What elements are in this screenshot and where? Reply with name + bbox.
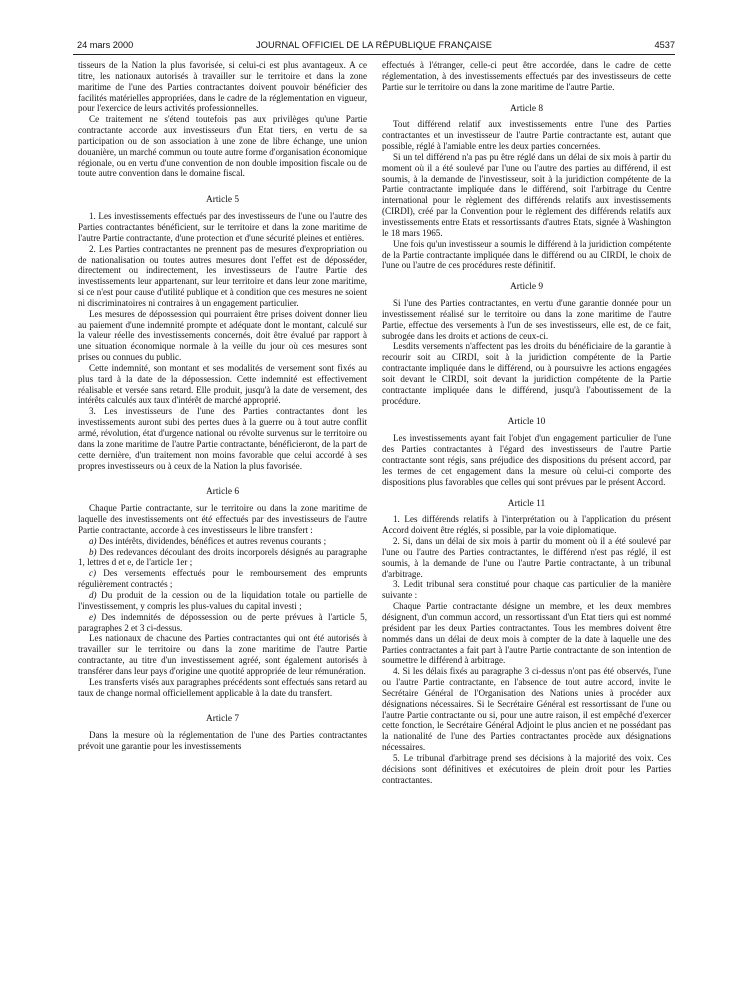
paragraph: Tout différend relatif aux investissements entre l'une des Parties contractantes et un investisseur de l'autre Partie contractante est, autant que possible, réglé à l'amiable entre les deux parties concernées. bbox=[382, 119, 671, 152]
list-marker: b) bbox=[89, 546, 97, 557]
list-item-text: Du produit de la cession ou de la liquidation totale ou partielle de l'investissement, y compris les plus-values du capital investi ; bbox=[78, 589, 367, 611]
paragraph: 1. Les investissements effectués par des investisseurs de l'une ou l'autre des Parties contractantes bénéficient, sur le territoire et dans la zone maritime de l'autre Partie contractante, d'une protection et d'une sécurité pleines et entières. bbox=[78, 211, 367, 243]
paragraph: Les transferts visés aux paragraphes précédents sont effectués sans retard au taux de change normal officiellement applicable à la date du transfert. bbox=[78, 676, 367, 698]
list-item-text: Des intérêts, dividendes, bénéfices et autres revenus courants ; bbox=[96, 535, 327, 546]
list-item bbox=[78, 590, 367, 612]
header-date: 24 mars 2000 bbox=[77, 40, 134, 50]
paragraph: Dans la mesure où la réglementation de l'une des Parties contractantes prévoit une garantie pour les investissements bbox=[78, 730, 367, 752]
article-11-heading: Article 11 bbox=[507, 498, 546, 509]
paragraph: 4. Si les délais fixés au paragraphe 3 ci-dessus n'ont pas été observés, l'une ou l'autre Partie contractante, en l'absence de tout autre accord, invite le Secrétaire Général de l'Organisation des Nations unies à procéder aux désignations nécessaires. Si le Secrétaire Général est ressortissant de l'une ou l'autre Partie contractante ou si, pour une autre raison, il est empêché d'exercer cette fonction, le Secrétaire Général Adjoint le plus ancien et ne possédant pas la nationalité de l'une des Parties contractantes procède aux désignations nécessaires. bbox=[382, 666, 671, 753]
paragraph: Les nationaux de chacune des Parties contractantes qui ont été autorisés à travailler sur le territoire ou dans la zone maritime de l'autre Partie contractante, au titre d'un investissement agréé, sont également autorisés à transférer dans leur pays d'origine une quotité appropriée de leur rémunération. bbox=[78, 633, 367, 676]
paragraph: tisseurs de la Nation la plus favorisée, si celui-ci est plus avantageux. A ce titre, les nationaux autorisés à travailler sur le territoire et dans la zone maritime de l'une des Parties contractantes doivent pouvoir bénéficier des facilités matérielles appropriées, dans le cadre de la réglementation en vigueur, pour l'exercice de leurs activités professionnelles. bbox=[78, 60, 367, 114]
paragraph: Chaque Partie contractante, sur le territoire ou dans la zone maritime de laquelle des investissements ont été effectués par des investisseurs de l'autre Partie contractante, accorde à ces investisseurs le libre transfert : bbox=[78, 503, 367, 535]
list-item bbox=[78, 536, 367, 547]
paragraph: Les investissements ayant fait l'objet d'un engagement particulier de l'une des Parties contractantes à l'égard des investisseurs de l'autre Partie contractante sont régis, sans préjudice des dispositions du présent accord, par les termes de cet engagement dans la mesure où celui-ci comporte des dispositions plus favorables que celles qui sont prévues par le présent Accord. bbox=[382, 433, 671, 487]
paragraph: Chaque Partie contractante désigne un membre, et les deux membres désignent, d'un commun accord, un ressortissant d'un Etat tiers qui est nommé président par les deux Parties contractantes. Tous les membres doivent être nommés dans un délai de deux mois à compter de la date à laquelle une des Parties contractantes a fait part à l'autre Partie contractante de son intention de soumettre le différend à arbitrage. bbox=[382, 601, 671, 666]
paragraph: Ce traitement ne s'étend toutefois pas aux privilèges qu'une Partie contractante accorde aux investisseurs d'un Etat tiers, en vertu de sa participation ou de son association à une zone de libre échange, une union douanière, un marché commun ou toute autre forme d'organisation économique régionale, ou en vertu d'une convention de non double imposition fiscale ou de toute autre convention dans le domaine fiscal. bbox=[78, 114, 367, 179]
journal-title: JOURNAL OFFICIEL DE LA RÉPUBLIQUE FRANÇAISE bbox=[256, 40, 492, 50]
paragraph: 2. Si, dans un délai de six mois à partir du moment où il a été soulevé par l'une ou l'autre des Parties contractantes, le différend n'est pas réglé, il est soumis, à la demande de l'une ou l'autre Partie contractante, à un tribunal d'arbitrage. bbox=[382, 536, 671, 579]
paragraph: 1. Les différends relatifs à l'interprétation ou à l'application du présent Accord doivent être réglés, si possible, par la voie diplomatique. bbox=[382, 514, 671, 536]
article-7-heading: Article 7 bbox=[205, 714, 240, 725]
list-item bbox=[78, 568, 367, 590]
article-8-heading: Article 8 bbox=[509, 103, 544, 114]
paragraph: Une fois qu'un investisseur a soumis le différend à la juridiction compétente de la Partie contractante impliquée dans le différend ou au CIRDI, le choix de l'une ou l'autre de ces procédures reste définitif. bbox=[382, 238, 671, 271]
paragraph: effectués à l'étranger, celle-ci peut être accordée, dans le cadre de cette réglementation, à des investissements effectués par des investisseurs de cette Partie sur le territoire ou dans la zone maritime de l'autre Partie. bbox=[382, 60, 671, 92]
left-column bbox=[78, 60, 367, 752]
paragraph: Si un tel différend n'a pas pu être réglé dans un délai de six mois à partir du moment où il a été soulevé par l'une ou l'autre des parties au différend, il est soumis, à la demande de l'investisseur, soit à la juridiction compétente de la Partie contractante impliquée dans le différend, soit l'arbitrage du Centre international pour le règlement des différends relatifs aux investissements (CIRDI), créé par la Convention pour le règlement des différends relatifs aux investissements entre Etats et ressortissants d'autres Etats, signée à Washington le 18 mars 1965. bbox=[382, 151, 671, 238]
paragraph: 2. Les Parties contractantes ne prennent pas de mesures d'expropriation ou de nationalisation ou toutes autres mesures dont l'effet est de déposséder, directement ou indirectement, les investisseurs de l'autre Partie des investissements leur appartenant, sur leur territoire et dans leur zone maritime, si ce n'est pour cause d'utilité publique et à condition que ces mesures ne soient ni discriminatoires ni contraires à un engagement particulier. bbox=[78, 243, 367, 308]
paragraph: Les mesures de dépossession qui pourraient être prises doivent donner lieu au paiement d'une indemnité prompte et adéquate dont le montant, calculé sur la valeur réelle des investissements concernés, doit être évalué par rapport à une situation économique normale à la veille du jour où ces mesures sont prises ou connues du public. bbox=[78, 308, 367, 363]
page-header bbox=[73, 40, 675, 54]
right-column bbox=[382, 60, 671, 785]
article-5-heading: Article 5 bbox=[205, 195, 240, 206]
article-10-heading: Article 10 bbox=[507, 417, 546, 428]
page-number: 4537 bbox=[654, 40, 675, 50]
list-marker: d) bbox=[89, 589, 97, 600]
list-item-text: Des indemnités de dépossession ou de perte prévues à l'article 5, paragraphes 2 et 3 ci-dessus. bbox=[78, 611, 367, 633]
list-marker: e) bbox=[89, 611, 97, 622]
list-item-text: Des versements effectués pour le remboursement des emprunts régulièrement contractés ; bbox=[78, 568, 367, 590]
list-item bbox=[78, 612, 367, 634]
article-9-heading: Article 9 bbox=[509, 282, 544, 293]
paragraph: Cette indemnité, son montant et ses modalités de versement sont fixés au plus tard à la date de la dépossession. Cette indemnité est effectivement réalisable et versée sans retard. Elle produit, jusqu'à la date de versement, des intérêts calculés aux taux d'intérêt de marché approprié. bbox=[78, 362, 367, 406]
header-rule bbox=[73, 54, 675, 55]
paragraph: 5. Le tribunal d'arbitrage prend ses décisions à la majorité des voix. Ces décisions sont définitives et exécutoires de plein droit pour les Parties contractantes. bbox=[382, 752, 671, 785]
paragraph: 3. Ledit tribunal sera constitué pour chaque cas particulier de la manière suivante : bbox=[382, 579, 671, 601]
list-item bbox=[78, 547, 367, 569]
list-marker: a) bbox=[89, 535, 97, 546]
paragraph: Si l'une des Parties contractantes, en vertu d'une garantie donnée pour un investissement réalisé sur le territoire ou dans la zone maritime de l'autre Partie, effectue des versements à l'un de ses investisseurs, elle est, de ce fait, subrogée dans les droits et actions de ceux-ci. bbox=[382, 298, 671, 341]
paragraph: 3. Les investisseurs de l'une des Parties contractantes dont les investissements auront subi des pertes dues à la guerre ou à tout autre conflit armé, révolution, état d'urgence national ou révolte survenus sur le territoire ou dans la zone maritime de l'autre Partie contractante, bénéficieront, de la part de cette dernière, d'un traitement non moins favorable que celui accordé à ses propres investisseurs ou à ceux de la Nation la plus favorisée. bbox=[78, 406, 367, 471]
article-6-heading: Article 6 bbox=[205, 487, 240, 498]
list-marker: c) bbox=[89, 568, 97, 579]
paragraph: Lesdits versements n'affectent pas les droits du bénéficiaire de la garantie à recourir soit au CIRDI, soit à la juridiction compétente de la Partie contractante impliquée dans le différend, ou à poursuivre les actions engagées soit devant le CIRDI, soit devant la juridiction compétente de la Partie contractante impliquée dans le différend, jusqu'à l'aboutissement de la procédure. bbox=[382, 341, 671, 406]
list-item-text: Des redevances découlant des droits incorporels désignés au paragraphe 1, lettres d et e, de l'article 1er ; bbox=[78, 546, 367, 568]
